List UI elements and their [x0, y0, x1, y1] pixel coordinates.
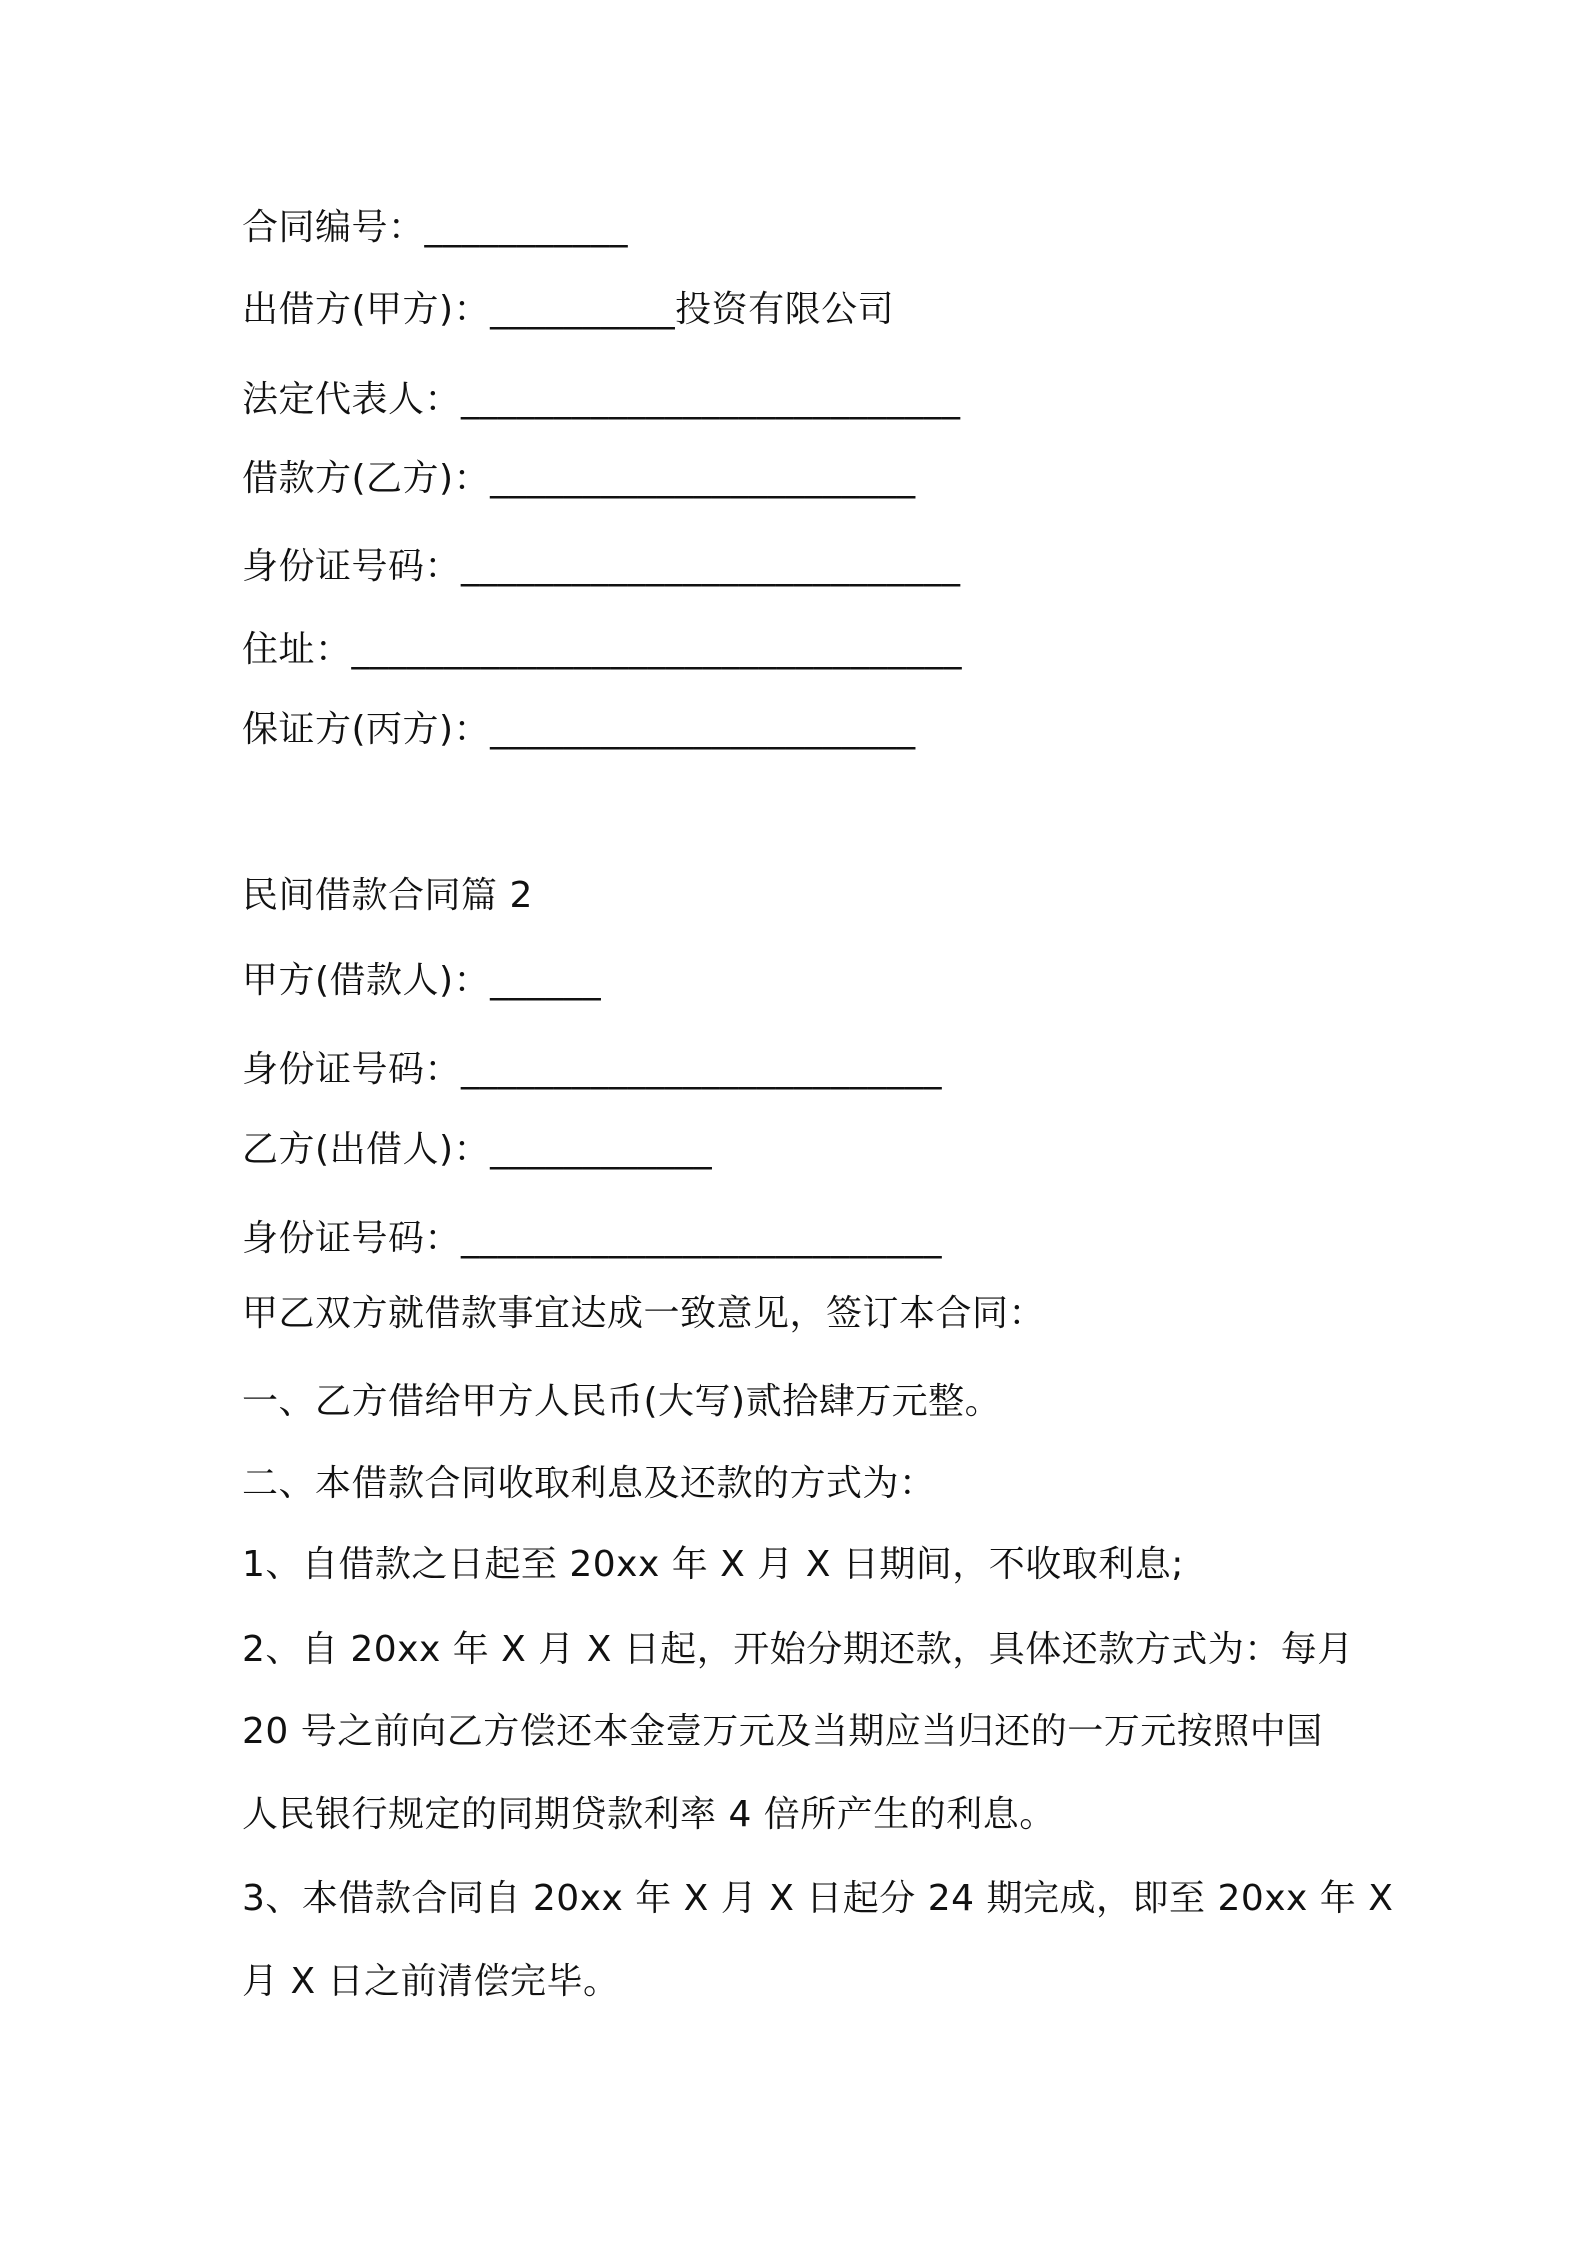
party-a-borrower-field: 甲方(借款人)：______	[242, 960, 602, 1001]
clause-item-3-line-2: 月 X 日之前清偿完毕。	[242, 1961, 620, 2002]
guarantor-party-c-field: 保证方(丙方)：_______________________	[242, 709, 916, 750]
party-a-id-number-field: 身份证号码：__________________________	[242, 1049, 943, 1090]
clause-item-2-line-3: 人民银行规定的同期贷款利率 4 倍所产生的利息。	[242, 1794, 1056, 1835]
clause-item-1: 1、自借款之日起至 20xx 年 X 月 X 日期间，不收取利息;	[242, 1544, 1184, 1585]
clause-item-2-line-2: 20 号之前向乙方偿还本金壹万元及当期应当归还的一万元按照中国	[242, 1711, 1323, 1752]
clause-item-2-line-1: 2、自 20xx 年 X 月 X 日起，开始分期还款，具体还款方式为：每月	[242, 1629, 1354, 1670]
clause-one: 一、乙方借给甲方人民币(大写)贰拾肆万元整。	[242, 1381, 1002, 1422]
clause-two: 二、本借款合同收取利息及还款的方式为：	[242, 1463, 936, 1504]
id-number-field: 身份证号码：___________________________	[242, 546, 961, 587]
contract-number-field: 合同编号：___________	[242, 207, 629, 248]
address-field: 住址：_________________________________	[242, 629, 963, 670]
agreement-intro: 甲乙双方就借款事宜达成一致意见，签订本合同：	[242, 1293, 1046, 1334]
party-b-id-number-field: 身份证号码：__________________________	[242, 1218, 943, 1259]
clause-item-3-line-1: 3、本借款合同自 20xx 年 X 月 X 日起分 24 期完成，即至 20xx 年 X	[242, 1878, 1394, 1919]
legal-representative-field: 法定代表人：___________________________	[242, 379, 961, 420]
section-title: 民间借款合同篇 2	[242, 875, 533, 916]
lender-party-a-field: 出借方(甲方)：__________投资有限公司	[242, 289, 895, 330]
borrower-party-b-field: 借款方(乙方)：_______________________	[242, 458, 916, 499]
party-b-lender-field: 乙方(出借人)：____________	[242, 1129, 713, 1170]
